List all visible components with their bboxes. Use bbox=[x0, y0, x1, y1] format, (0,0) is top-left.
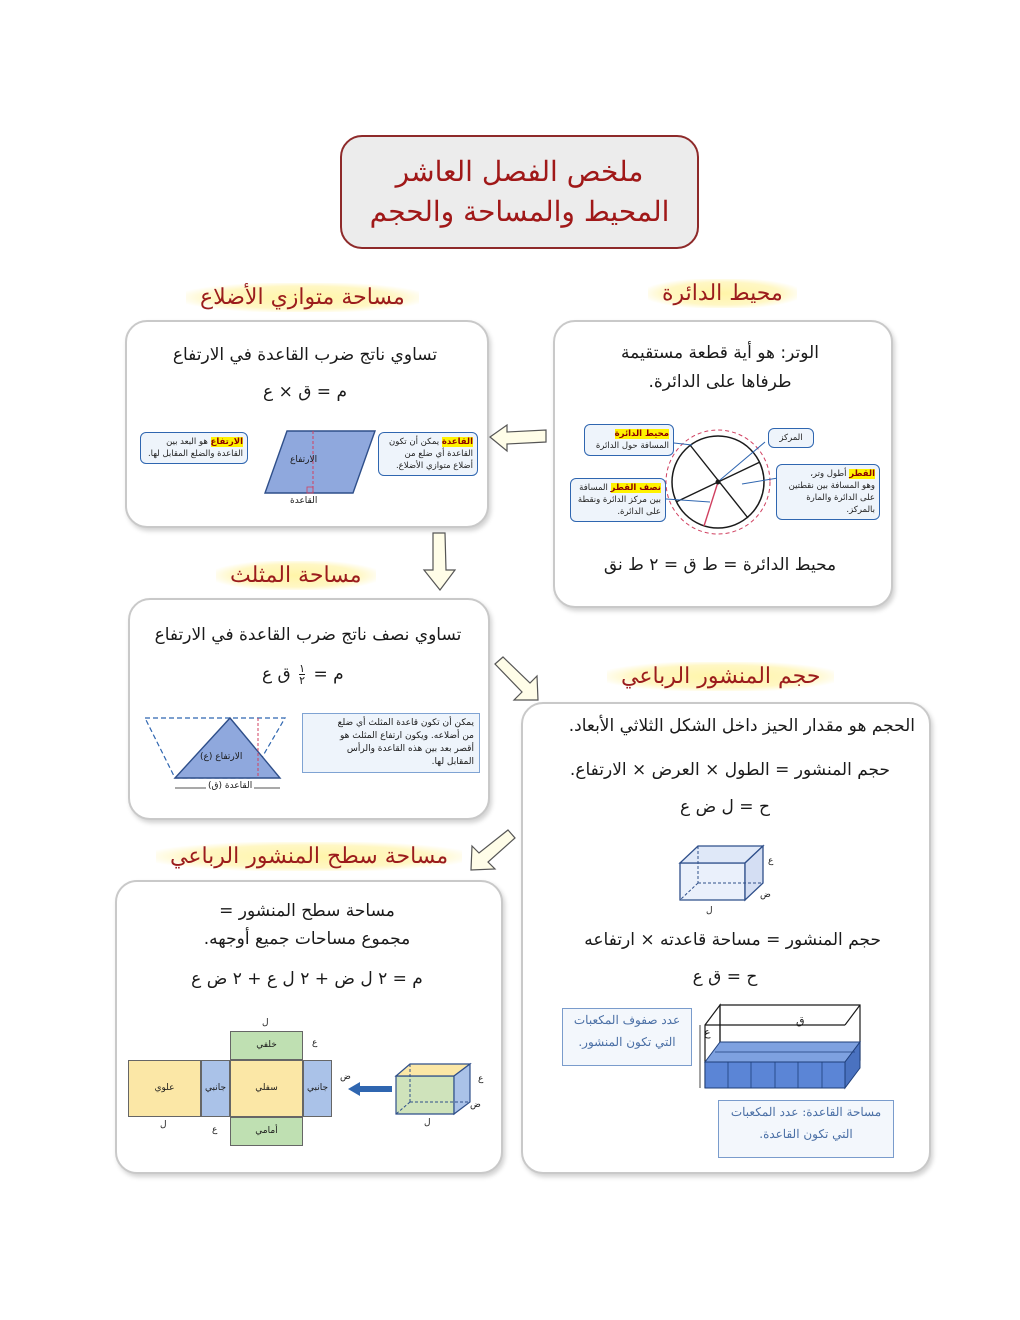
surface-card bbox=[115, 880, 503, 1174]
circle-heading: محيط الدائرة bbox=[648, 279, 797, 308]
arrow-down-left bbox=[471, 830, 515, 870]
triangle-heading: مساحة المثلث bbox=[216, 561, 376, 590]
volume-definition: الحجم هو مقدار الحيز داخل الشكل الثلاثي الأبعاد. bbox=[568, 716, 915, 736]
net-arrow bbox=[348, 1080, 394, 1098]
grid-base-label: ق bbox=[796, 1014, 805, 1027]
triangle-shape bbox=[175, 718, 280, 778]
surface-formula: م = ٢ ل ض + ٢ ل ع + ٢ ض ع bbox=[191, 969, 423, 989]
net-face-top: علوي bbox=[128, 1060, 201, 1117]
surface-heading: مساحة سطح المنشور الرباعي bbox=[156, 842, 462, 871]
net-arrow-shape bbox=[348, 1082, 392, 1096]
grid-right-top-edge bbox=[845, 1005, 860, 1025]
net-height-label-top: ع bbox=[312, 1038, 318, 1048]
net-face-side-left: جانبي bbox=[201, 1060, 230, 1117]
surface-definition-line1: مساحة سطح المنشور = bbox=[219, 901, 395, 921]
arrow-down-right bbox=[495, 657, 538, 700]
triangle-height-label: الارتفاع (ع) bbox=[200, 752, 243, 762]
fraction-half: ١ ٢ bbox=[299, 662, 306, 687]
prism-length-label: ل bbox=[706, 906, 713, 916]
circumference-formula: محيط الدائرة = ط ق = ٢ ط نق bbox=[603, 555, 837, 575]
rectangular-prism-diagram bbox=[670, 838, 780, 918]
net-length-label-bottom: ل bbox=[160, 1120, 167, 1130]
parallelogram-definition: تساوي ناتج ضرب القاعدة في الارتفاع bbox=[172, 345, 438, 365]
surface-prism-diagram bbox=[390, 1058, 486, 1120]
prism-width-label: ض bbox=[760, 890, 771, 900]
surface-prism-height-label: ع bbox=[478, 1074, 484, 1084]
volume-base-height-text: حجم المنشور = مساحة قاعدته × ارتفاعه bbox=[584, 930, 881, 950]
net-face-back: خلفي bbox=[230, 1031, 303, 1060]
parallelogram-height-label: الارتفاع bbox=[290, 455, 318, 465]
chapter-subtitle: المحيط والمساحة والحجم bbox=[369, 195, 670, 228]
center-callout: المركز bbox=[768, 428, 814, 448]
base-area-note: مساحة القاعدة: عدد المكعبات التي تكون القاعدة. bbox=[718, 1100, 894, 1158]
diameter-callout: القطر أطول وتر، وهو المسافة بين نقطتين على الدائرة والمارة بالمركز. bbox=[776, 464, 880, 520]
net-face-front: أمامي bbox=[230, 1117, 303, 1146]
triangle-formula: م = ١ ٢ ق ع bbox=[262, 662, 344, 687]
parallelogram-base-label: القاعدة bbox=[290, 496, 318, 506]
triangle-callout: يمكن أن تكون قاعدة المثلث أي ضلع من أضلاعه. ويكون ارتفاع المثلث هو أقصر بعد بين هذه القاعدة والرأس المقابل لها. bbox=[302, 713, 480, 773]
net-face-side-right: جانبي bbox=[303, 1060, 332, 1117]
net-height-label-bottom: ع bbox=[212, 1125, 218, 1135]
surface-prism-width-label: ض bbox=[470, 1100, 481, 1110]
surface-prism-length-label: ل bbox=[424, 1118, 431, 1128]
chord-definition-line2: طرفاها على الدائرة. bbox=[648, 372, 792, 392]
net-face-bottom: سفلي bbox=[230, 1060, 303, 1117]
parallelogram-heading: مساحة متوازي الأضلاع bbox=[186, 283, 419, 312]
prism-height-label: ع bbox=[768, 856, 774, 866]
prism-front bbox=[680, 863, 745, 900]
surface-prism-front bbox=[396, 1076, 454, 1114]
volume-lwh-text: حجم المنشور = الطول × العرض × الارتفاع. bbox=[569, 760, 890, 780]
base-callout: القاعدة يمكن أن تكون القاعدة أي ضلع من أضلاع متوازي الأضلاع. bbox=[378, 432, 478, 476]
grid-height-label: ع bbox=[704, 1026, 711, 1039]
volume-heading: حجم المنشور الرباعي bbox=[607, 662, 834, 691]
arrow-left bbox=[490, 425, 546, 451]
parallelogram-formula: م = ق × ع bbox=[263, 382, 347, 402]
chapter-title: ملخص الفصل العاشر bbox=[395, 155, 644, 188]
triangle-base-label: القاعدة (ق) bbox=[208, 781, 253, 791]
rows-note: عدد صفوف المكعبات التي تكون المنشور. bbox=[562, 1008, 692, 1066]
radius-callout: نصف القطر المسافة بين مركز الدائرة ونقطة على الدائرة. bbox=[570, 478, 666, 522]
arrow-down bbox=[424, 533, 455, 590]
triangle-definition: تساوي نصف ناتج ضرب القاعدة في الارتفاع bbox=[154, 625, 462, 645]
circumference-callout: محيط الدائرة المسافة حول الدائرة bbox=[584, 424, 674, 456]
surface-definition-line2: مجموع مساحات جميع أوجهه. bbox=[203, 929, 411, 949]
volume-formula-lwh: ح = ل ض ع bbox=[680, 797, 770, 817]
net-width-label: ض bbox=[340, 1072, 351, 1082]
cube-grid-diagram bbox=[695, 1000, 875, 1095]
volume-formula-base: ح = ق ع bbox=[692, 967, 758, 987]
chord-definition-line1: الوتر: هو أية قطعة مستقيمة bbox=[621, 343, 819, 363]
net-length-label-top: ل bbox=[262, 1018, 269, 1028]
height-callout: الارتفاع هو البعد بين القاعدة والضلع المقابل لها. bbox=[140, 432, 248, 464]
